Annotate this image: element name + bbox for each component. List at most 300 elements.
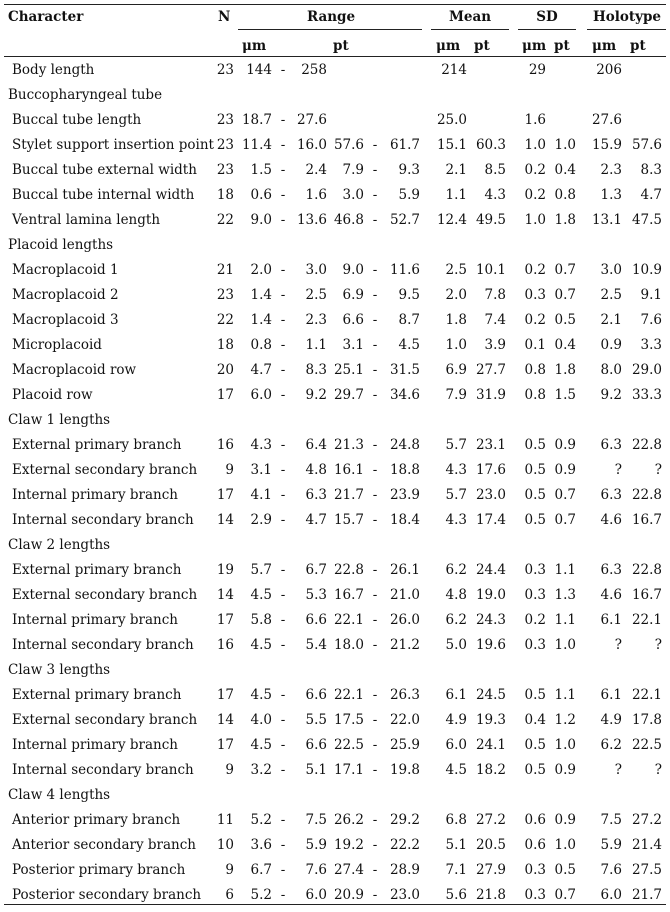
cell-mean-pt: 23.0 [475, 487, 506, 503]
cell-r-um-hi: 7.6 [305, 862, 327, 878]
cell-sd-pt: 1.0 [554, 137, 576, 153]
cell-sd-um: 0.2 [524, 187, 546, 203]
cell-r-pt-lo: 16.1 [333, 462, 364, 478]
cell-r-um-hi: 6.3 [305, 487, 327, 503]
cell-n: 6 [225, 887, 234, 903]
cell-r-pt-lo: 29.7 [333, 387, 364, 403]
cell-r-um-lo: 0.8 [250, 337, 272, 353]
character-label: Macroplacoid 1 [12, 262, 119, 278]
header-character: Character [8, 9, 84, 25]
header-bottom-rule [4, 56, 666, 57]
range-dash: - [372, 512, 378, 528]
cell-r-um-hi: 6.6 [305, 737, 327, 753]
range-dash: - [280, 462, 286, 478]
cell-holo-um: ? [614, 637, 622, 653]
cell-mean-um: 25.0 [436, 112, 467, 128]
range-dash: - [280, 337, 286, 353]
cell-mean-pt: 27.2 [475, 812, 506, 828]
cell-n: 17 [216, 487, 234, 503]
header-mean-um: μm [436, 38, 461, 54]
cell-r-um-hi: 258 [301, 62, 327, 78]
cell-holo-pt: 47.5 [631, 212, 662, 228]
cell-r-pt-hi: 28.9 [389, 862, 420, 878]
range-dash: - [372, 262, 378, 278]
cell-r-um-lo: 18.7 [241, 112, 272, 128]
character-label: Macroplacoid row [12, 362, 137, 378]
cell-r-pt-hi: 9.5 [398, 287, 420, 303]
range-dash: - [280, 387, 286, 403]
cell-r-um-hi: 6.6 [305, 687, 327, 703]
sd-group-rule [518, 29, 576, 30]
cell-r-um-lo: 4.5 [250, 687, 272, 703]
cell-sd-um: 0.2 [524, 612, 546, 628]
cell-holo-pt: 22.1 [631, 612, 662, 628]
cell-mean-um: 5.7 [445, 437, 467, 453]
cell-mean-pt: 3.9 [484, 337, 506, 353]
cell-sd-pt: 1.5 [554, 387, 576, 403]
cell-n: 23 [216, 137, 234, 153]
character-label: Buccal tube length [12, 112, 142, 128]
cell-sd-um: 0.5 [524, 437, 546, 453]
cell-n: 14 [216, 512, 234, 528]
cell-sd-um: 0.4 [524, 712, 546, 728]
header-holo-um: μm [592, 38, 617, 54]
cell-r-um-hi: 5.5 [305, 712, 327, 728]
cell-n: 9 [225, 762, 234, 778]
cell-sd-pt: 0.8 [554, 187, 576, 203]
cell-mean-um: 5.7 [445, 487, 467, 503]
cell-sd-pt: 0.7 [554, 487, 576, 503]
character-label: Placoid row [12, 387, 93, 403]
cell-holo-pt: 16.7 [631, 512, 662, 528]
cell-holo-um: 9.2 [600, 387, 622, 403]
cell-r-um-hi: 1.6 [305, 187, 327, 203]
cell-holo-um: 6.1 [600, 687, 622, 703]
cell-r-pt-hi: 26.3 [389, 687, 420, 703]
range-dash: - [372, 362, 378, 378]
cell-holo-um: 6.2 [600, 737, 622, 753]
cell-r-um-lo: 1.5 [250, 162, 272, 178]
range-dash: - [280, 812, 286, 828]
cell-holo-pt: 22.8 [631, 437, 662, 453]
cell-r-um-lo: 4.1 [250, 487, 272, 503]
cell-r-um-lo: 4.0 [250, 712, 272, 728]
header-holotype: Holotype [592, 9, 661, 25]
cell-sd-um: 0.8 [524, 362, 546, 378]
cell-r-pt-lo: 15.7 [333, 512, 364, 528]
cell-r-um-hi: 8.3 [305, 362, 327, 378]
range-dash: - [372, 762, 378, 778]
cell-r-um-lo: 6.7 [250, 862, 272, 878]
cell-r-um-lo: 1.4 [250, 312, 272, 328]
cell-r-um-hi: 2.5 [305, 287, 327, 303]
cell-r-um-lo: 9.0 [250, 212, 272, 228]
cell-r-pt-lo: 22.1 [333, 612, 364, 628]
range-dash: - [280, 262, 286, 278]
cell-sd-pt: 0.5 [554, 862, 576, 878]
cell-sd-um: 0.5 [524, 762, 546, 778]
section-heading: Placoid lengths [8, 237, 114, 253]
cell-sd-pt: 0.4 [554, 337, 576, 353]
cell-holo-um: 4.9 [600, 712, 622, 728]
cell-sd-pt: 0.9 [554, 437, 576, 453]
range-dash: - [372, 337, 378, 353]
cell-sd-pt: 0.7 [554, 512, 576, 528]
cell-sd-um: 0.5 [524, 687, 546, 703]
cell-mean-pt: 24.3 [475, 612, 506, 628]
cell-r-um-lo: 2.0 [250, 262, 272, 278]
character-label: Anterior primary branch [12, 812, 181, 828]
cell-sd-pt: 1.1 [554, 562, 576, 578]
cell-mean-pt: 17.6 [475, 462, 506, 478]
cell-mean-um: 7.9 [445, 387, 467, 403]
cell-sd-um: 0.3 [524, 287, 546, 303]
header-mean-pt: pt [474, 38, 490, 54]
cell-r-um-hi: 4.8 [305, 462, 327, 478]
section-heading: Claw 1 lengths [8, 412, 111, 428]
cell-holo-um: 0.9 [600, 337, 622, 353]
range-dash: - [280, 837, 286, 853]
cell-holo-pt: 10.9 [631, 262, 662, 278]
cell-holo-pt: 21.4 [631, 837, 662, 853]
range-dash: - [372, 387, 378, 403]
range-dash: - [372, 312, 378, 328]
range-dash: - [372, 712, 378, 728]
range-dash: - [372, 587, 378, 603]
cell-sd-pt: 1.8 [554, 212, 576, 228]
cell-r-pt-lo: 7.9 [342, 162, 364, 178]
holotype-group-rule [587, 29, 666, 30]
range-dash: - [280, 487, 286, 503]
section-heading: Buccopharyngeal tube [8, 87, 163, 103]
header-holo-pt: pt [630, 38, 646, 54]
character-label: Internal primary branch [12, 737, 178, 753]
range-dash: - [280, 587, 286, 603]
cell-r-um-lo: 144 [246, 62, 272, 78]
cell-holo-pt: 22.8 [631, 487, 662, 503]
cell-sd-um: 0.8 [524, 387, 546, 403]
header-n: N [218, 9, 231, 25]
cell-mean-um: 6.2 [445, 562, 467, 578]
cell-sd-um: 0.3 [524, 637, 546, 653]
cell-r-pt-lo: 3.1 [342, 337, 364, 353]
cell-mean-pt: 7.4 [484, 312, 506, 328]
cell-r-pt-hi: 22.2 [389, 837, 420, 853]
header-range: Range [306, 9, 356, 25]
range-dash: - [280, 512, 286, 528]
cell-mean-um: 15.1 [436, 137, 467, 153]
range-dash: - [372, 887, 378, 903]
cell-r-um-hi: 27.6 [296, 112, 327, 128]
cell-r-um-lo: 2.9 [250, 512, 272, 528]
cell-sd-pt: 1.1 [554, 612, 576, 628]
cell-mean-pt: 18.2 [475, 762, 506, 778]
character-label: Stylet support insertion point [12, 137, 214, 153]
cell-r-pt-lo: 3.0 [342, 187, 364, 203]
cell-sd-um: 0.1 [524, 337, 546, 353]
cell-mean-pt: 4.3 [484, 187, 506, 203]
range-dash: - [372, 187, 378, 203]
range-dash: - [372, 687, 378, 703]
cell-mean-pt: 10.1 [475, 262, 506, 278]
range-dash: - [372, 287, 378, 303]
cell-holo-um: 15.9 [591, 137, 622, 153]
range-dash: - [280, 137, 286, 153]
cell-r-pt-lo: 20.9 [333, 887, 364, 903]
character-label: Posterior primary branch [12, 862, 186, 878]
cell-holo-um: 7.6 [600, 862, 622, 878]
cell-n: 21 [216, 262, 234, 278]
cell-sd-pt: 0.9 [554, 812, 576, 828]
range-dash: - [280, 212, 286, 228]
cell-holo-um: 4.6 [600, 587, 622, 603]
cell-r-um-hi: 6.6 [305, 612, 327, 628]
cell-r-pt-lo: 57.6 [333, 137, 364, 153]
cell-mean-pt: 19.3 [475, 712, 506, 728]
cell-holo-um: 6.3 [600, 437, 622, 453]
range-dash: - [280, 612, 286, 628]
cell-r-pt-hi: 52.7 [389, 212, 420, 228]
range-dash: - [280, 862, 286, 878]
range-dash: - [280, 162, 286, 178]
cell-n: 17 [216, 387, 234, 403]
cell-r-pt-hi: 9.3 [398, 162, 420, 178]
cell-n: 9 [225, 462, 234, 478]
cell-n: 14 [216, 712, 234, 728]
cell-r-pt-lo: 22.5 [333, 737, 364, 753]
cell-mean-um: 4.3 [445, 512, 467, 528]
cell-mean-um: 6.9 [445, 362, 467, 378]
cell-r-um-lo: 5.8 [250, 612, 272, 628]
range-dash: - [372, 137, 378, 153]
character-label: Internal primary branch [12, 487, 178, 503]
cell-sd-um: 1.0 [524, 137, 546, 153]
cell-mean-pt: 19.6 [475, 637, 506, 653]
cell-holo-pt: 21.7 [631, 887, 662, 903]
cell-holo-um: 8.0 [600, 362, 622, 378]
cell-n: 18 [216, 337, 234, 353]
cell-holo-um: 6.3 [600, 562, 622, 578]
cell-r-pt-lo: 18.0 [333, 637, 364, 653]
cell-r-um-lo: 11.4 [241, 137, 272, 153]
range-dash: - [372, 812, 378, 828]
cell-n: 19 [216, 562, 234, 578]
cell-holo-pt: 22.1 [631, 687, 662, 703]
header-mean: Mean [448, 9, 492, 25]
cell-mean-um: 4.3 [445, 462, 467, 478]
cell-r-pt-lo: 17.1 [333, 762, 364, 778]
cell-mean-um: 5.6 [445, 887, 467, 903]
range-group-rule [238, 29, 422, 30]
cell-r-pt-lo: 21.7 [333, 487, 364, 503]
range-dash: - [280, 62, 286, 78]
header-sd: SD [536, 9, 558, 25]
table-top-rule [4, 4, 666, 5]
cell-r-um-hi: 6.4 [305, 437, 327, 453]
cell-r-pt-lo: 9.0 [342, 262, 364, 278]
cell-r-um-lo: 5.7 [250, 562, 272, 578]
cell-mean-pt: 60.3 [475, 137, 506, 153]
cell-n: 17 [216, 737, 234, 753]
cell-sd-pt: 0.9 [554, 462, 576, 478]
cell-r-pt-lo: 22.8 [333, 562, 364, 578]
character-label: Internal secondary branch [12, 512, 194, 528]
cell-sd-um: 29 [528, 62, 546, 78]
cell-r-um-hi: 2.4 [305, 162, 327, 178]
cell-r-um-hi: 6.0 [305, 887, 327, 903]
cell-sd-pt: 1.3 [554, 587, 576, 603]
cell-mean-pt: 21.8 [475, 887, 506, 903]
cell-mean-um: 5.0 [445, 637, 467, 653]
cell-holo-um: ? [614, 462, 622, 478]
cell-r-um-lo: 4.5 [250, 737, 272, 753]
cell-holo-um: 7.5 [600, 812, 622, 828]
character-label: Buccal tube external width [12, 162, 197, 178]
cell-r-pt-lo: 26.2 [333, 812, 364, 828]
cell-n: 16 [216, 437, 234, 453]
cell-r-pt-hi: 21.0 [389, 587, 420, 603]
range-dash: - [372, 462, 378, 478]
cell-r-um-lo: 5.2 [250, 812, 272, 828]
character-label: Macroplacoid 3 [12, 312, 119, 328]
cell-holo-pt: 33.3 [631, 387, 662, 403]
character-label: Posterior secondary branch [12, 887, 202, 903]
cell-holo-pt: ? [654, 462, 662, 478]
cell-r-pt-hi: 25.9 [389, 737, 420, 753]
cell-mean-um: 214 [441, 62, 467, 78]
character-label: External secondary branch [12, 462, 198, 478]
cell-r-pt-hi: 21.2 [389, 637, 420, 653]
header-range-pt: pt [333, 38, 349, 54]
cell-r-um-lo: 3.6 [250, 837, 272, 853]
cell-n: 20 [216, 362, 234, 378]
cell-holo-pt: ? [654, 762, 662, 778]
cell-sd-pt: 0.5 [554, 312, 576, 328]
character-label: External primary branch [12, 687, 182, 703]
cell-holo-pt: 17.8 [631, 712, 662, 728]
cell-r-um-lo: 4.3 [250, 437, 272, 453]
cell-mean-pt: 27.9 [475, 862, 506, 878]
cell-sd-um: 1.0 [524, 212, 546, 228]
cell-mean-um: 2.5 [445, 262, 467, 278]
cell-sd-um: 0.3 [524, 587, 546, 603]
character-label: Microplacoid [12, 337, 102, 353]
cell-holo-pt: 8.3 [640, 162, 662, 178]
cell-n: 23 [216, 62, 234, 78]
cell-r-pt-hi: 18.8 [389, 462, 420, 478]
cell-holo-um: 2.1 [600, 312, 622, 328]
cell-holo-um: 4.6 [600, 512, 622, 528]
cell-r-um-lo: 1.4 [250, 287, 272, 303]
character-label: Internal secondary branch [12, 637, 194, 653]
cell-sd-um: 0.2 [524, 162, 546, 178]
cell-mean-pt: 8.5 [484, 162, 506, 178]
cell-mean-pt: 19.0 [475, 587, 506, 603]
range-dash: - [280, 712, 286, 728]
cell-r-pt-hi: 34.6 [389, 387, 420, 403]
range-dash: - [372, 162, 378, 178]
character-label: Internal primary branch [12, 612, 178, 628]
character-label: External primary branch [12, 562, 182, 578]
cell-r-pt-hi: 23.0 [389, 887, 420, 903]
range-dash: - [280, 737, 286, 753]
cell-sd-pt: 1.0 [554, 837, 576, 853]
cell-holo-pt: 27.5 [631, 862, 662, 878]
cell-r-pt-lo: 21.3 [333, 437, 364, 453]
cell-holo-pt: 16.7 [631, 587, 662, 603]
range-dash: - [280, 312, 286, 328]
cell-sd-pt: 1.0 [554, 737, 576, 753]
cell-holo-pt: 3.3 [640, 337, 662, 353]
cell-holo-um: 3.0 [600, 262, 622, 278]
cell-r-pt-lo: 27.4 [333, 862, 364, 878]
cell-n: 17 [216, 687, 234, 703]
cell-mean-pt: 31.9 [475, 387, 506, 403]
range-dash: - [372, 837, 378, 853]
character-label: Buccal tube internal width [12, 187, 195, 203]
cell-mean-um: 6.1 [445, 687, 467, 703]
cell-r-pt-hi: 22.0 [389, 712, 420, 728]
cell-sd-um: 0.5 [524, 512, 546, 528]
header-sd-um: μm [522, 38, 547, 54]
character-label: Internal secondary branch [12, 762, 194, 778]
cell-sd-pt: 1.2 [554, 712, 576, 728]
cell-sd-um: 0.5 [524, 737, 546, 753]
cell-sd-um: 0.3 [524, 562, 546, 578]
cell-holo-pt: 4.7 [640, 187, 662, 203]
range-dash: - [372, 612, 378, 628]
cell-sd-um: 1.6 [524, 112, 546, 128]
cell-mean-um: 6.8 [445, 812, 467, 828]
cell-n: 18 [216, 187, 234, 203]
cell-r-um-hi: 2.3 [305, 312, 327, 328]
cell-mean-um: 1.1 [445, 187, 467, 203]
cell-holo-pt: 57.6 [631, 137, 662, 153]
range-dash: - [280, 687, 286, 703]
cell-r-um-hi: 5.9 [305, 837, 327, 853]
range-dash: - [372, 562, 378, 578]
cell-sd-pt: 0.7 [554, 262, 576, 278]
cell-mean-pt: 24.4 [475, 562, 506, 578]
character-label: External secondary branch [12, 587, 198, 603]
cell-sd-um: 0.2 [524, 262, 546, 278]
cell-mean-um: 1.0 [445, 337, 467, 353]
cell-n: 16 [216, 637, 234, 653]
range-dash: - [280, 287, 286, 303]
cell-sd-um: 0.3 [524, 862, 546, 878]
cell-mean-um: 4.8 [445, 587, 467, 603]
range-dash: - [280, 362, 286, 378]
cell-r-um-hi: 16.0 [296, 137, 327, 153]
cell-r-um-hi: 6.7 [305, 562, 327, 578]
cell-n: 10 [216, 837, 234, 853]
cell-n: 22 [216, 312, 234, 328]
range-dash: - [280, 112, 286, 128]
cell-holo-um: 206 [596, 62, 622, 78]
cell-holo-um: 27.6 [591, 112, 622, 128]
cell-holo-pt: 9.1 [640, 287, 662, 303]
cell-mean-um: 4.9 [445, 712, 467, 728]
cell-r-pt-hi: 24.8 [389, 437, 420, 453]
cell-holo-um: 6.3 [600, 487, 622, 503]
character-label: Ventral lamina length [12, 212, 161, 228]
cell-mean-um: 7.1 [445, 862, 467, 878]
cell-sd-pt: 0.7 [554, 287, 576, 303]
cell-n: 22 [216, 212, 234, 228]
range-dash: - [372, 737, 378, 753]
cell-r-pt-lo: 16.7 [333, 587, 364, 603]
cell-r-pt-hi: 8.7 [398, 312, 420, 328]
